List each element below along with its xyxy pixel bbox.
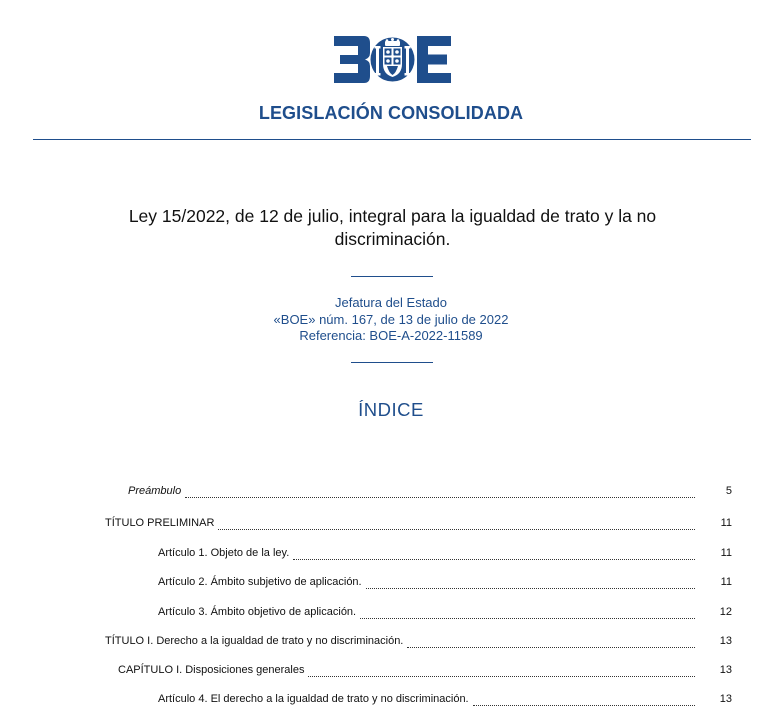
toc-entry-page: 12 (719, 606, 732, 618)
toc-entry-page: 13 (719, 693, 732, 705)
header-title: LEGISLACIÓN CONSOLIDADA (258, 103, 524, 123)
toc-entry-titulo-preliminar[interactable] (105, 517, 732, 533)
toc-entry-label: Artículo 2. Ámbito subjetivo de aplicación. (158, 576, 362, 588)
metadata-bulletin: «BOE» núm. 167, de 13 de julio de 2022 (273, 311, 509, 327)
toc-leader (473, 705, 695, 706)
toc-entry-label: Artículo 1. Objeto de la ley. (158, 547, 290, 559)
metadata-reference: Referencia: BOE-A-2022-11589 (299, 328, 483, 343)
toc-entry-articulo-3[interactable] (158, 606, 732, 622)
toc-entry-label: TÍTULO I. Derecho a la igualdad de trato y no discriminación. (105, 635, 404, 647)
toc-leader (218, 529, 695, 530)
index-heading: ÍNDICE (358, 399, 424, 420)
toc-leader (293, 559, 695, 560)
toc-entry-label: TÍTULO PRELIMINAR (105, 517, 215, 529)
toc-entry-label: CAPÍTULO I. Disposiciones generales (118, 664, 305, 676)
toc-entry-titulo-i[interactable] (105, 635, 732, 651)
toc-entry-label: Artículo 3. Ámbito objetivo de aplicación. (158, 606, 357, 618)
toc-entry-page: 11 (720, 576, 732, 588)
metadata-issuer: Jefatura del Estado (334, 295, 448, 310)
toc-entry-preambulo[interactable] (128, 485, 732, 501)
toc-entry-articulo-1[interactable] (158, 547, 732, 563)
toc-leader (360, 618, 695, 619)
toc-entry-page: 13 (719, 664, 732, 676)
toc-leader (407, 647, 695, 648)
toc-entry-capitulo-i[interactable] (118, 664, 732, 680)
toc-entry-page: 11 (720, 517, 732, 529)
toc-entry-page: 13 (719, 635, 732, 647)
toc-entry-label: Artículo 4. El derecho a la igualdad de trato y no discriminación. (158, 693, 469, 705)
toc-entry-page: 5 (725, 485, 732, 497)
toc-entry-page: 11 (720, 547, 732, 559)
toc-leader (366, 588, 695, 589)
toc-leader (185, 497, 695, 498)
toc-entry-articulo-4[interactable] (158, 693, 732, 709)
toc-entry-label: Preámbulo (128, 485, 182, 497)
toc-entry-articulo-2[interactable] (158, 576, 732, 592)
document-title: Ley 15/2022, de 12 de julio, integral para la igualdad de trato y la no discriminación. (128, 206, 657, 249)
toc-leader (308, 676, 695, 677)
